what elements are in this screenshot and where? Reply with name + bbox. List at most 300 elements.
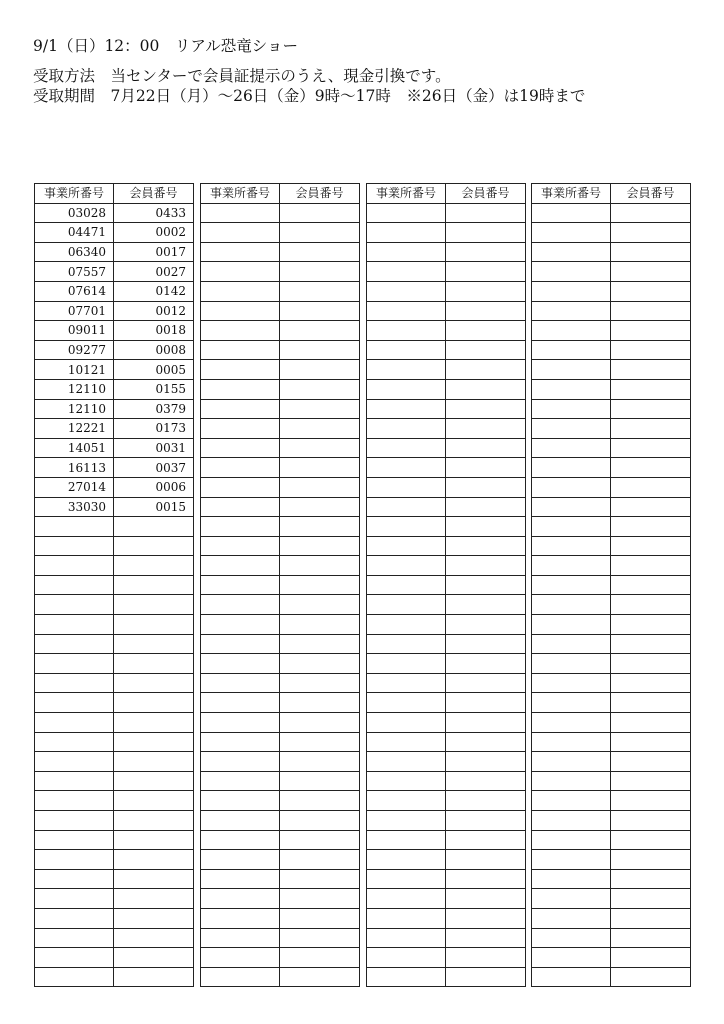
member-number-cell bbox=[611, 908, 691, 928]
office-number-cell bbox=[367, 301, 446, 321]
table-row bbox=[367, 281, 526, 301]
member-number-cell bbox=[611, 379, 691, 399]
office-number-cell bbox=[532, 438, 611, 458]
table-row bbox=[35, 536, 194, 556]
office-number-cell bbox=[201, 752, 280, 772]
office-number-cell bbox=[532, 340, 611, 360]
table-row bbox=[367, 242, 526, 262]
office-number-cell bbox=[367, 869, 446, 889]
office-number-cell bbox=[532, 321, 611, 341]
office-number-cell: 07701 bbox=[35, 301, 114, 321]
office-number-cell bbox=[201, 360, 280, 380]
table-row bbox=[201, 242, 360, 262]
member-number-cell bbox=[114, 967, 194, 987]
table-row bbox=[367, 713, 526, 733]
member-number-cell bbox=[280, 321, 360, 341]
table-row bbox=[532, 262, 691, 282]
office-number-cell bbox=[201, 556, 280, 576]
member-number-cell bbox=[114, 771, 194, 791]
office-number-cell bbox=[35, 713, 114, 733]
table-row bbox=[367, 869, 526, 889]
office-number-cell bbox=[367, 419, 446, 439]
office-number-cell bbox=[201, 771, 280, 791]
office-number-cell bbox=[532, 948, 611, 968]
table-row bbox=[532, 477, 691, 497]
office-number-cell: 10121 bbox=[35, 360, 114, 380]
office-number-cell: 33030 bbox=[35, 497, 114, 517]
member-number-cell bbox=[280, 615, 360, 635]
office-number-cell bbox=[201, 869, 280, 889]
table-row bbox=[532, 458, 691, 478]
member-number-cell bbox=[446, 536, 526, 556]
office-number-cell bbox=[367, 615, 446, 635]
office-number-cell bbox=[532, 281, 611, 301]
office-number-cell bbox=[35, 615, 114, 635]
table-row bbox=[35, 360, 194, 380]
table-row bbox=[367, 673, 526, 693]
member-number-cell bbox=[446, 379, 526, 399]
table-row bbox=[367, 615, 526, 635]
member-number-cell bbox=[611, 262, 691, 282]
office-number-cell bbox=[367, 771, 446, 791]
member-number-cell bbox=[446, 967, 526, 987]
office-number-cell bbox=[367, 281, 446, 301]
table-row bbox=[201, 948, 360, 968]
table-row bbox=[35, 908, 194, 928]
office-number-cell bbox=[367, 536, 446, 556]
office-number-cell bbox=[201, 693, 280, 713]
event-title: 9/1（日）12：00 リアル恐竜ショー bbox=[33, 37, 298, 55]
table-row bbox=[201, 791, 360, 811]
office-number-cell bbox=[367, 360, 446, 380]
table-row bbox=[201, 262, 360, 282]
member-number-cell bbox=[611, 438, 691, 458]
member-number-cell bbox=[114, 889, 194, 909]
office-number-cell bbox=[367, 595, 446, 615]
table-row bbox=[367, 536, 526, 556]
table-row bbox=[367, 458, 526, 478]
member-number-cell: 0018 bbox=[114, 321, 194, 341]
table-row bbox=[201, 379, 360, 399]
office-number-cell bbox=[35, 967, 114, 987]
office-number-cell bbox=[35, 654, 114, 674]
office-number-cell bbox=[35, 517, 114, 537]
member-number-cell bbox=[446, 850, 526, 870]
member-number-cell bbox=[114, 556, 194, 576]
member-number-cell: 0027 bbox=[114, 262, 194, 282]
member-number-cell: 0142 bbox=[114, 281, 194, 301]
office-number-cell: 27014 bbox=[35, 477, 114, 497]
table-row bbox=[35, 615, 194, 635]
office-number-cell bbox=[532, 399, 611, 419]
table-row bbox=[367, 379, 526, 399]
member-number-cell bbox=[280, 281, 360, 301]
member-number-cell bbox=[611, 575, 691, 595]
table-row bbox=[35, 791, 194, 811]
office-number-cell bbox=[367, 399, 446, 419]
office-number-cell bbox=[367, 850, 446, 870]
office-number-cell bbox=[532, 360, 611, 380]
member-number-cell bbox=[611, 497, 691, 517]
office-number-cell bbox=[201, 908, 280, 928]
table-row bbox=[532, 889, 691, 909]
table-row bbox=[201, 203, 360, 223]
member-number-cell bbox=[611, 517, 691, 537]
office-number-cell bbox=[201, 242, 280, 262]
office-number-cell bbox=[532, 242, 611, 262]
table-row bbox=[532, 830, 691, 850]
member-number-cell bbox=[446, 830, 526, 850]
table-row bbox=[367, 340, 526, 360]
office-number-cell bbox=[532, 419, 611, 439]
member-number-cell bbox=[611, 360, 691, 380]
member-number-cell bbox=[446, 340, 526, 360]
office-number-cell bbox=[532, 811, 611, 831]
table-row bbox=[367, 830, 526, 850]
office-number-cell bbox=[367, 732, 446, 752]
office-number-cell bbox=[35, 889, 114, 909]
table-row bbox=[367, 575, 526, 595]
member-number-cell bbox=[611, 693, 691, 713]
member-number-cell bbox=[114, 517, 194, 537]
office-number-cell: 14051 bbox=[35, 438, 114, 458]
member-number-cell: 0005 bbox=[114, 360, 194, 380]
table-row bbox=[201, 419, 360, 439]
office-number-cell bbox=[532, 908, 611, 928]
table-row bbox=[35, 693, 194, 713]
member-number-cell bbox=[446, 634, 526, 654]
table-row bbox=[35, 477, 194, 497]
member-number-cell bbox=[114, 654, 194, 674]
table-row bbox=[35, 379, 194, 399]
office-number-cell bbox=[367, 713, 446, 733]
member-number-cell bbox=[114, 595, 194, 615]
office-number-cell: 12110 bbox=[35, 379, 114, 399]
table-row bbox=[532, 752, 691, 772]
table-header-row bbox=[35, 184, 194, 204]
member-number-cell bbox=[280, 928, 360, 948]
office-number-cell bbox=[201, 340, 280, 360]
member-number-cell bbox=[446, 281, 526, 301]
office-number-cell bbox=[35, 693, 114, 713]
table-row bbox=[35, 673, 194, 693]
office-number-cell bbox=[35, 673, 114, 693]
member-number-cell: 0155 bbox=[114, 379, 194, 399]
member-number-cell bbox=[446, 889, 526, 909]
table-row bbox=[35, 575, 194, 595]
table-row bbox=[367, 948, 526, 968]
table-row bbox=[367, 438, 526, 458]
office-number-cell bbox=[532, 556, 611, 576]
office-number-cell bbox=[532, 634, 611, 654]
member-number-cell bbox=[114, 948, 194, 968]
office-number-cell bbox=[367, 967, 446, 987]
table-row bbox=[532, 791, 691, 811]
table-row bbox=[35, 634, 194, 654]
member-number-cell bbox=[280, 360, 360, 380]
member-number-cell bbox=[280, 908, 360, 928]
member-number-cell bbox=[446, 517, 526, 537]
table-row bbox=[367, 967, 526, 987]
table-header-row bbox=[532, 184, 691, 204]
office-number-cell bbox=[201, 419, 280, 439]
member-number-cell bbox=[280, 438, 360, 458]
member-number-cell bbox=[611, 242, 691, 262]
member-number-cell bbox=[280, 771, 360, 791]
table-row bbox=[201, 281, 360, 301]
table-row bbox=[367, 497, 526, 517]
office-number-cell bbox=[532, 301, 611, 321]
member-number-cell bbox=[611, 281, 691, 301]
member-number-cell bbox=[114, 811, 194, 831]
member-number-cell bbox=[114, 791, 194, 811]
member-number-cell bbox=[280, 340, 360, 360]
office-number-cell bbox=[201, 948, 280, 968]
column-header-member-number: 会員番号 bbox=[280, 184, 360, 204]
table-row bbox=[367, 889, 526, 909]
member-number-cell bbox=[611, 928, 691, 948]
member-number-cell bbox=[446, 497, 526, 517]
table-row bbox=[35, 203, 194, 223]
member-number-cell bbox=[611, 830, 691, 850]
table-row bbox=[532, 713, 691, 733]
office-number-cell bbox=[532, 967, 611, 987]
member-number-cell bbox=[114, 830, 194, 850]
office-number-cell bbox=[201, 967, 280, 987]
member-number-cell bbox=[611, 713, 691, 733]
member-number-cell bbox=[446, 654, 526, 674]
member-number-cell bbox=[446, 693, 526, 713]
office-number-cell bbox=[367, 497, 446, 517]
office-number-cell bbox=[367, 203, 446, 223]
member-number-cell bbox=[611, 732, 691, 752]
office-number-cell: 07614 bbox=[35, 281, 114, 301]
member-number-cell bbox=[280, 889, 360, 909]
member-number-cell bbox=[114, 615, 194, 635]
member-number-cell: 0006 bbox=[114, 477, 194, 497]
column-header-member-number: 会員番号 bbox=[611, 184, 691, 204]
table-row bbox=[201, 634, 360, 654]
table-row bbox=[201, 595, 360, 615]
member-number-cell bbox=[446, 458, 526, 478]
table-row bbox=[532, 438, 691, 458]
table-row bbox=[35, 438, 194, 458]
table-row bbox=[532, 811, 691, 831]
member-number-cell bbox=[611, 203, 691, 223]
table-row bbox=[532, 517, 691, 537]
table-row bbox=[201, 869, 360, 889]
office-number-cell bbox=[201, 830, 280, 850]
member-number-cell bbox=[611, 889, 691, 909]
member-number-cell bbox=[114, 634, 194, 654]
office-number-cell bbox=[201, 791, 280, 811]
office-number-cell bbox=[201, 536, 280, 556]
office-number-cell bbox=[532, 379, 611, 399]
office-number-cell bbox=[532, 203, 611, 223]
office-number-cell bbox=[201, 928, 280, 948]
member-number-cell bbox=[280, 830, 360, 850]
member-table-4 bbox=[531, 183, 691, 987]
table-row bbox=[35, 967, 194, 987]
office-number-cell bbox=[201, 811, 280, 831]
table-row bbox=[532, 771, 691, 791]
office-number-cell: 12110 bbox=[35, 399, 114, 419]
member-number-cell bbox=[280, 967, 360, 987]
table-row bbox=[201, 497, 360, 517]
office-number-cell: 03028 bbox=[35, 203, 114, 223]
table-row bbox=[35, 948, 194, 968]
table-row bbox=[201, 360, 360, 380]
office-number-cell bbox=[367, 693, 446, 713]
table-row bbox=[367, 477, 526, 497]
table-row bbox=[35, 889, 194, 909]
member-number-cell bbox=[611, 223, 691, 243]
member-number-cell bbox=[611, 967, 691, 987]
office-number-cell bbox=[532, 771, 611, 791]
office-number-cell bbox=[201, 517, 280, 537]
table-row bbox=[532, 967, 691, 987]
member-number-cell bbox=[446, 673, 526, 693]
table-row bbox=[201, 908, 360, 928]
office-number-cell bbox=[201, 713, 280, 733]
table-row bbox=[35, 301, 194, 321]
member-number-cell bbox=[280, 850, 360, 870]
member-number-cell bbox=[114, 693, 194, 713]
member-number-cell bbox=[280, 242, 360, 262]
member-number-cell bbox=[611, 811, 691, 831]
member-number-cell bbox=[114, 673, 194, 693]
office-number-cell bbox=[201, 301, 280, 321]
office-number-cell bbox=[201, 615, 280, 635]
table-row bbox=[532, 908, 691, 928]
member-number-cell bbox=[611, 673, 691, 693]
column-header-member-number: 会員番号 bbox=[114, 184, 194, 204]
table-row bbox=[532, 869, 691, 889]
member-number-cell bbox=[280, 752, 360, 772]
member-number-cell bbox=[280, 713, 360, 733]
member-number-cell: 0031 bbox=[114, 438, 194, 458]
member-number-cell bbox=[280, 811, 360, 831]
office-number-cell bbox=[201, 634, 280, 654]
column-header-office-number: 事業所番号 bbox=[367, 184, 446, 204]
table-row bbox=[201, 654, 360, 674]
member-number-cell bbox=[114, 928, 194, 948]
table-row bbox=[367, 850, 526, 870]
table-row bbox=[35, 281, 194, 301]
member-number-cell bbox=[446, 223, 526, 243]
member-number-cell bbox=[611, 869, 691, 889]
member-number-cell bbox=[446, 791, 526, 811]
table-row bbox=[367, 908, 526, 928]
office-number-cell bbox=[367, 223, 446, 243]
table-row bbox=[532, 693, 691, 713]
table-row bbox=[35, 713, 194, 733]
member-number-cell bbox=[611, 477, 691, 497]
office-number-cell bbox=[532, 536, 611, 556]
table-row bbox=[201, 732, 360, 752]
table-row bbox=[367, 419, 526, 439]
office-number-cell bbox=[367, 438, 446, 458]
table-row bbox=[201, 575, 360, 595]
table-row bbox=[367, 693, 526, 713]
table-row bbox=[201, 399, 360, 419]
member-number-cell bbox=[446, 301, 526, 321]
office-number-cell bbox=[532, 830, 611, 850]
office-number-cell bbox=[201, 379, 280, 399]
office-number-cell bbox=[367, 458, 446, 478]
member-number-cell bbox=[280, 223, 360, 243]
member-number-cell bbox=[280, 399, 360, 419]
office-number-cell bbox=[35, 791, 114, 811]
table-row bbox=[201, 223, 360, 243]
member-number-cell bbox=[280, 869, 360, 889]
member-number-cell bbox=[611, 948, 691, 968]
office-number-cell: 09011 bbox=[35, 321, 114, 341]
table-row bbox=[532, 242, 691, 262]
table-row bbox=[35, 556, 194, 576]
office-number-cell bbox=[532, 752, 611, 772]
table-row bbox=[532, 203, 691, 223]
table-row bbox=[367, 223, 526, 243]
office-number-cell bbox=[532, 497, 611, 517]
table-row bbox=[367, 556, 526, 576]
table-row bbox=[532, 321, 691, 341]
table-row bbox=[201, 438, 360, 458]
office-number-cell bbox=[532, 575, 611, 595]
table-row bbox=[367, 634, 526, 654]
member-number-cell bbox=[114, 713, 194, 733]
office-number-cell: 12221 bbox=[35, 419, 114, 439]
table-row bbox=[35, 850, 194, 870]
table-row bbox=[201, 811, 360, 831]
office-number-cell bbox=[532, 791, 611, 811]
column-header-member-number: 会員番号 bbox=[446, 184, 526, 204]
table-row bbox=[35, 595, 194, 615]
table-row bbox=[367, 595, 526, 615]
office-number-cell: 16113 bbox=[35, 458, 114, 478]
table-row bbox=[532, 399, 691, 419]
office-number-cell bbox=[367, 379, 446, 399]
member-number-cell bbox=[114, 575, 194, 595]
office-number-cell bbox=[35, 830, 114, 850]
table-row bbox=[367, 203, 526, 223]
office-number-cell: 09277 bbox=[35, 340, 114, 360]
office-number-cell bbox=[367, 908, 446, 928]
table-row bbox=[532, 536, 691, 556]
table-row bbox=[367, 399, 526, 419]
office-number-cell bbox=[201, 262, 280, 282]
table-row bbox=[367, 752, 526, 772]
table-row bbox=[35, 732, 194, 752]
office-number-cell bbox=[201, 595, 280, 615]
member-table-1 bbox=[34, 183, 194, 987]
office-number-cell bbox=[367, 791, 446, 811]
member-number-cell bbox=[611, 419, 691, 439]
table-row bbox=[201, 850, 360, 870]
table-row bbox=[201, 556, 360, 576]
member-number-cell bbox=[446, 575, 526, 595]
office-number-cell bbox=[367, 517, 446, 537]
table-row bbox=[367, 517, 526, 537]
member-number-cell bbox=[611, 752, 691, 772]
member-number-cell bbox=[280, 536, 360, 556]
member-number-cell: 0433 bbox=[114, 203, 194, 223]
table-row bbox=[532, 948, 691, 968]
table-row bbox=[367, 791, 526, 811]
table-row bbox=[35, 242, 194, 262]
office-number-cell bbox=[532, 673, 611, 693]
table-row bbox=[35, 830, 194, 850]
